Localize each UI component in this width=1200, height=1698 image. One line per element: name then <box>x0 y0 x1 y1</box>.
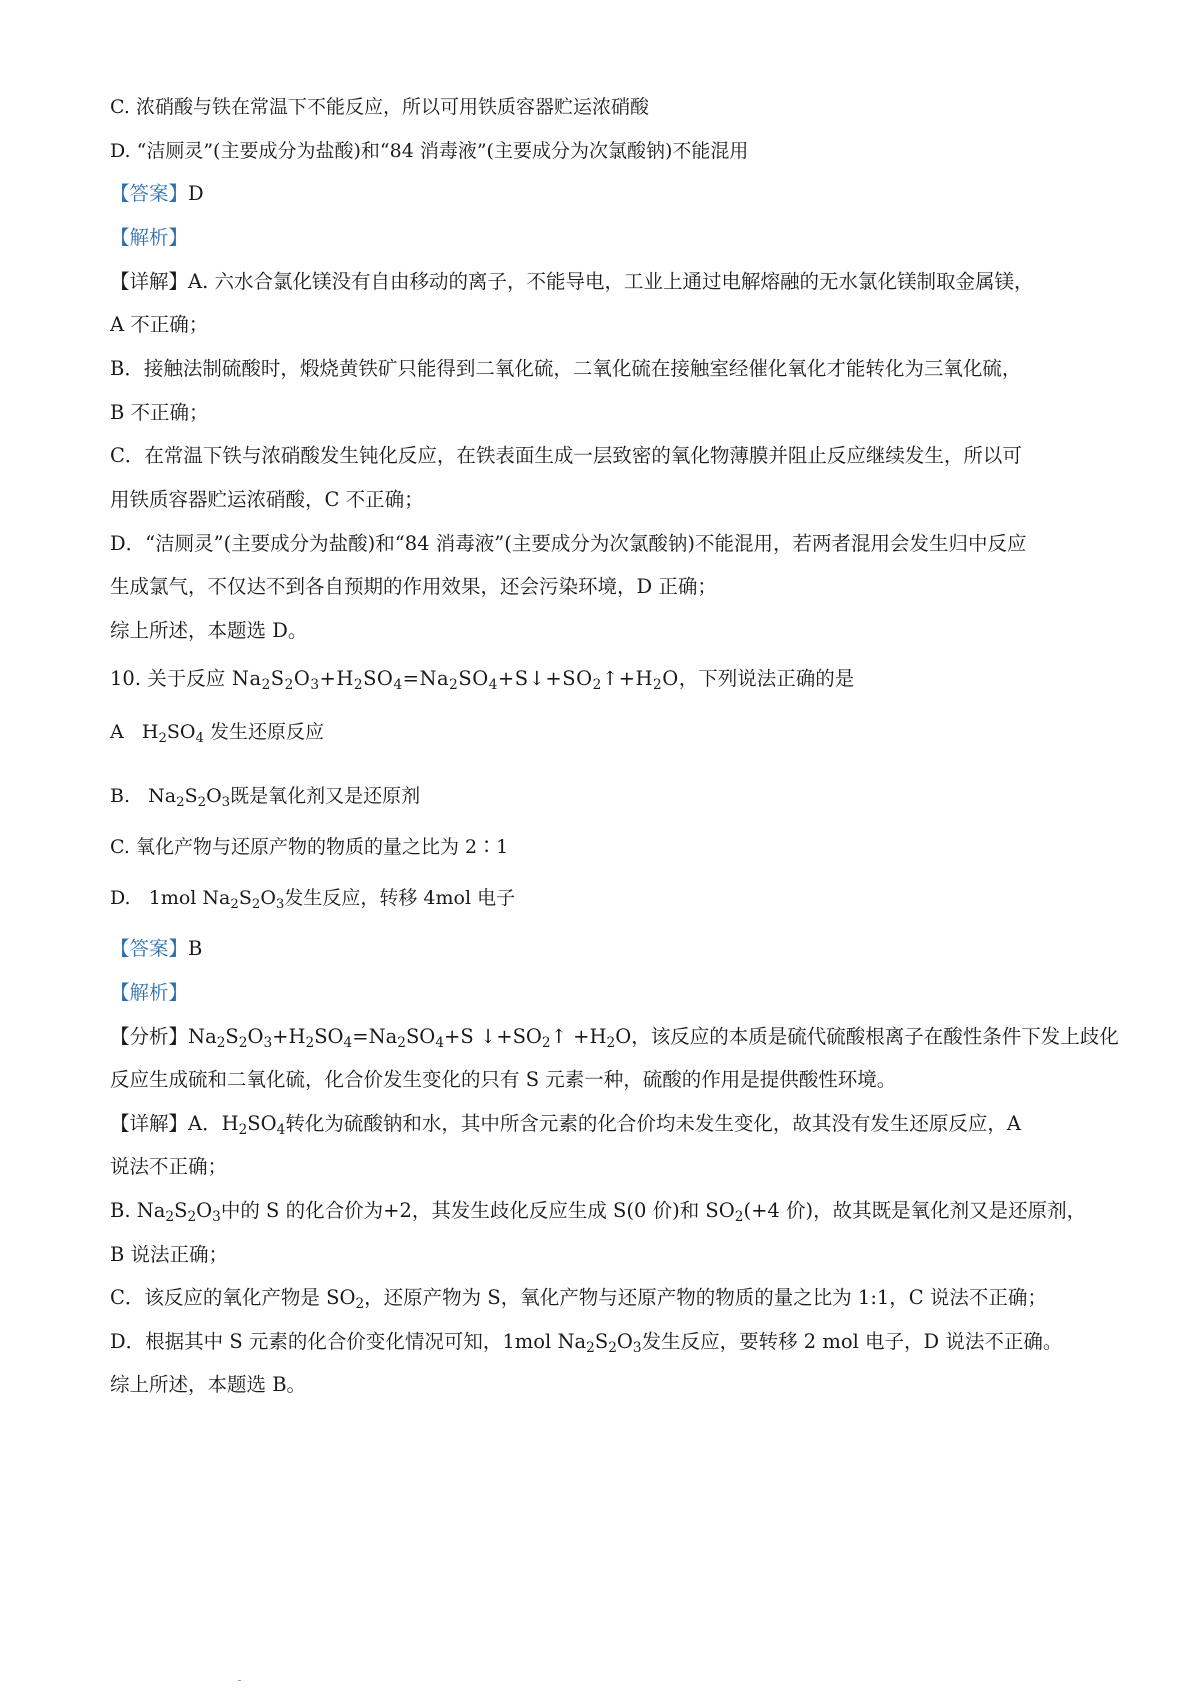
q10-summary: 综上所述，本题选 B。 <box>110 1373 307 1396</box>
footer-mark <box>238 1680 241 1681</box>
q9-detail-a-line1 <box>110 268 1105 296</box>
option-text: 发生还原反应 <box>210 721 325 743</box>
option-text-tail: 发生反应，转移 4mol 电子 <box>284 887 516 909</box>
detail-tag: 【详解】 <box>110 1112 189 1135</box>
q10-option-c: C. 氧化产物与还原产物的物质的量之比为 2∶1 <box>110 836 509 858</box>
q10-detail-a-line1: 【详解】A．$H_2SO_4$转化为硫酸钠和水，其中所含元素的化合价均未发生变化，故其没有发生还原反应，A <box>110 1112 1021 1139</box>
answer-tag: 【答案】 <box>110 182 189 205</box>
detail-text: 发生反应，要转移 2 mol 电子，D 说法不正确。 <box>641 1330 1063 1353</box>
option-label: A <box>110 721 124 743</box>
option-label: B. <box>110 785 131 807</box>
detail-head: A．H <box>188 1112 239 1135</box>
detail-text: (+4 价)，故其既是氧化剂又是还原剂， <box>743 1199 1087 1222</box>
detail-head: C．该反应的氧化产物是 SO <box>110 1286 356 1309</box>
option-text: 既是氧化剂又是还原剂 <box>230 785 421 807</box>
option-label: D. <box>110 887 131 909</box>
q9-detail-a-line2: A 不正确； <box>110 313 209 336</box>
stem-prefix: 10. 关于反应 <box>110 667 226 690</box>
q9-detail-d-line1: D．“洁厕灵”(主要成分为盐酸)和“84 消毒液”(主要成分为次氯酸钠)不能混用，若两者混用会发生归中反应 <box>110 532 1027 555</box>
answer-value: D <box>188 182 204 205</box>
q9-summary: 综上所述，本题选 D。 <box>110 619 308 642</box>
detail-text: A. 六水合氯化镁没有自由移动的离子，不能导电，工业上通过电解熔融的无水氯化镁制取金属镁， <box>188 270 1034 293</box>
q9-detail-c-line1: C．在常温下铁与浓硝酸发生钝化反应，在铁表面生成一层致密的氧化物薄膜并阻止反应继续发生，所以可 <box>110 444 1022 467</box>
q10-detail-b-line1: B. $Na_2S_2O_3$中的 S 的化合价为+2，其发生歧化反应生成 S(0 价)和 $SO_2(+4$ 价)，故其既是氧化剂又是还原剂， <box>110 1199 1087 1226</box>
answer-value: B <box>188 937 203 960</box>
q10-option-d: D. 1mol $Na_2S_2O_3$发生反应，转移 4mol 电子 <box>110 887 516 912</box>
detail-text: ，还原产物为 S，氧化产物与还原产物的物质的量之比为 1:1，C 说法不正确； <box>364 1286 1047 1309</box>
detail-head: B. Na <box>110 1199 166 1222</box>
detail-mid: 中的 S 的化合价为+2，其发生歧化反应生成 S(0 价)和 SO <box>220 1199 735 1222</box>
q9-analysis-tag: 【解析】 <box>110 226 189 249</box>
q9-detail-b-line2: B 不正确； <box>110 401 209 424</box>
answer-tag: 【答案】 <box>110 937 189 960</box>
q10-detail-c: C．该反应的氧化产物是 $SO_2$，还原产物为 S，氧化产物与还原产物的物质的量之比为 1:1，C 说法不正确； <box>110 1286 1047 1313</box>
reaction-equation: $Na_2S_2O_3+H_2SO_4=Na_2SO_4+S↓+SO_2↑+H_2O$ <box>225 667 679 694</box>
q10-option-b: B. $Na_2S_2O_3$既是氧化剂又是还原剂 <box>110 785 421 810</box>
q10-answer <box>110 935 1105 963</box>
option-text: 1mol Na <box>148 887 231 909</box>
q9-option-d: D. “洁厕灵”(主要成分为盐酸)和“84 消毒液”(主要成分为次氯酸钠)不能混用 <box>110 140 749 162</box>
q10-fenxi-line2: 反应生成硫和二氧化硫，化合价发生变化的只有 S 元素一种，硫酸的作用是提供酸性环境。 <box>110 1068 897 1091</box>
q9-detail-b-line1: B．接触法制硫酸时，煅烧黄铁矿只能得到二氧化硫，二氧化硫在接触室经催化氧化才能转化为三氧化硫， <box>110 357 1022 380</box>
detail-head: D．根据其中 S 元素的化合价变化情况可知，1mol Na <box>110 1330 587 1353</box>
q10-detail-b-line2: B 说法正确； <box>110 1243 229 1266</box>
q9-answer <box>110 180 1105 208</box>
q10-analysis-tag: 【解析】 <box>110 981 189 1004</box>
q10-stem <box>110 665 1105 693</box>
fenxi-text: ，该反应的本质是硫代硫酸根离子在酸性条件下发上歧化 <box>631 1025 1119 1048</box>
fenxi-tag: 【分析】 <box>110 1025 189 1048</box>
detail-tag: 【详解】 <box>110 270 189 293</box>
q10-detail-d: D．根据其中 S 元素的化合价变化情况可知，1mol $Na_2S_2O_3$发生反应，要转移 2 mol 电子，D 说法不正确。 <box>110 1330 1063 1357</box>
q9-option-c: C. 浓硝酸与铁在常温下不能反应，所以可用铁质容器贮运浓硝酸 <box>110 96 649 118</box>
q10-option-a: A $H_2SO_4$ 发生还原反应 <box>110 721 325 746</box>
q9-detail-c-line2: 用铁质容器贮运浓硝酸，C 不正确； <box>110 488 424 511</box>
q10-detail-a-line2: 说法不正确； <box>110 1155 228 1178</box>
stem-suffix: ，下列说法正确的是 <box>678 667 855 690</box>
detail-text: 转化为硫酸钠和水，其中所含元素的化合价均未发生变化，故其没有发生还原反应，A <box>285 1112 1021 1135</box>
q10-fenxi-line1: 【分析】$Na_2S_2O_3+H_2SO_4=Na_2SO_4+S$ $↓+SO_2↑ +H_2O$，该反应的本质是硫代硫酸根离子在酸性条件下发上歧化 <box>110 1025 1119 1052</box>
q9-detail-d-line2: 生成氯气，不仅达不到各自预期的作用效果，还会污染环境，D 正确； <box>110 575 717 598</box>
